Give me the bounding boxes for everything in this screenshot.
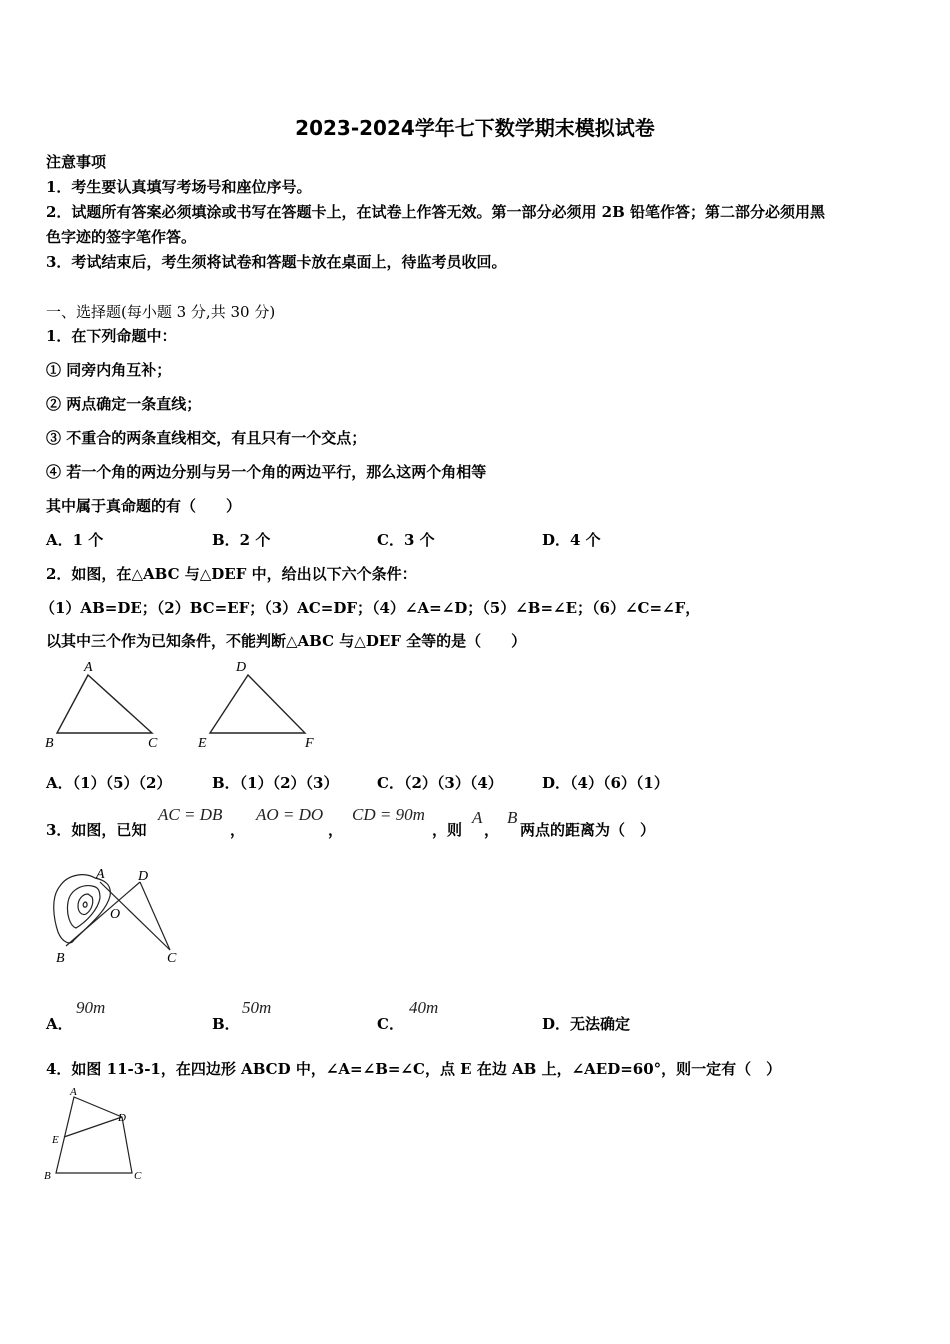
label-d: D — [138, 869, 149, 884]
q3-comma-2: ， — [328, 821, 344, 839]
q1-statement-1: ① 同旁内角互补； — [46, 361, 172, 379]
q3-option-d: D．无法确定 — [542, 1015, 631, 1033]
triangle-def — [210, 675, 305, 733]
q2-option-a: A．（1）（5）（2） — [46, 774, 172, 792]
label-o: O — [110, 907, 121, 922]
q2-option-d: D．（4）（6）（1） — [542, 774, 669, 792]
q3-comma-1: ， — [230, 821, 246, 839]
q3-option-a-label: A． — [46, 1015, 73, 1033]
label-c: C — [167, 951, 177, 966]
label-a: A — [96, 867, 105, 882]
q3-comma-3: ， — [484, 821, 500, 839]
q4-quadrilateral-figure — [40, 1085, 160, 1185]
q4-stem: 4．如图 11-3-1，在四边形 ABCD 中，∠A=∠B=∠C，点 E 在边 AB 上，∠AED=60°，则一定有（ ） — [46, 1060, 782, 1078]
q3-option-b-value: 50m — [242, 998, 272, 1017]
label-f: F — [305, 736, 314, 751]
q1-statement-2: ② 两点确定一条直线； — [46, 395, 202, 413]
q1-option-b: B．2 个 — [212, 531, 271, 549]
q2-conditions: （1）AB=DE；（2）BC=EF；（3）AC=DF；（4）∠A=∠D；（5）∠B=∠E；（6）∠C=∠F， — [40, 599, 701, 617]
q3-option-c-value: 40m — [409, 998, 439, 1017]
q3-then: ，则 — [432, 821, 463, 839]
label-b: B — [45, 736, 54, 751]
q1-statement-3: ③ 不重合的两条直线相交，有且只有一个交点； — [46, 429, 367, 447]
q3-option-a-value: 90m — [76, 998, 106, 1017]
q1-ask: 其中属于真命题的有（ ） — [46, 497, 242, 515]
label-d: D — [118, 1112, 126, 1124]
q1-option-a: A．1 个 — [46, 531, 104, 549]
label-c: C — [148, 736, 158, 751]
q3-suffix: 两点的距离为（ ） — [520, 821, 656, 839]
label-d: D — [236, 660, 247, 675]
notice-line-3: 3．考试结束后，考生须将试卷和答题卡放在桌面上，待监考员收回。 — [46, 253, 507, 271]
q3-math-a: A — [472, 808, 483, 827]
q3-prefix: 3．如图，已知 — [46, 821, 147, 839]
segment-db — [66, 882, 140, 946]
q3-math-b: B — [507, 808, 518, 827]
q3-option-c-label: C． — [377, 1015, 404, 1033]
q3-math-cd: CD = 90m — [352, 805, 425, 824]
q3-math-ao-do: AO = DO — [256, 805, 324, 824]
q2-ask: 以其中三个作为已知条件，不能判断△ABC 与△DEF 全等的是（ ） — [46, 632, 527, 650]
q3-option-b-label: B． — [212, 1015, 240, 1033]
segment-dc — [140, 882, 170, 950]
q3-pond-figure — [40, 860, 200, 970]
q3-math-ac-db: AC = DB — [158, 805, 223, 824]
q2-option-b: B．（1）（2）（3） — [212, 774, 339, 792]
notice-heading: 注意事项 — [46, 153, 107, 171]
q2-option-c: C．（2）（3）（4） — [377, 774, 503, 792]
pond-contour-2 — [78, 894, 93, 915]
notice-line-1: 1．考生要认真填写考场号和座位序号。 — [46, 178, 312, 196]
page-title: 2023-2024学年七下数学期末模拟试卷 — [295, 116, 655, 140]
label-c: C — [134, 1170, 142, 1182]
label-a: A — [84, 660, 93, 675]
label-a: A — [70, 1086, 77, 1098]
q1-stem: 1．在下列命题中： — [46, 327, 177, 345]
q2-stem: 2．如图，在△ABC 与△DEF 中，给出以下六个条件： — [46, 565, 417, 583]
notice-line-2b: 色字迹的签字笔作答。 — [46, 228, 197, 246]
segment-ed — [64, 1117, 122, 1137]
pond-center — [83, 902, 87, 907]
label-b: B — [56, 951, 65, 966]
label-b: B — [44, 1170, 51, 1182]
triangle-abc — [57, 675, 152, 733]
q1-statement-4: ④ 若一个角的两边分别与另一个角的两边平行，那么这两个角相等 — [46, 463, 487, 481]
notice-line-2a: 2．试题所有答案必须填涂或书写在答题卡上，在试卷上作答无效。第一部分必须用 2B 铅笔作答；第二部分必须用黑 — [46, 203, 826, 221]
q1-option-d: D．4 个 — [542, 531, 601, 549]
q1-option-c: C．3 个 — [377, 531, 435, 549]
quadrilateral-abcd — [56, 1097, 132, 1173]
label-e: E — [52, 1134, 59, 1146]
label-e: E — [198, 736, 207, 751]
q2-triangles-figure — [40, 655, 330, 755]
section-heading: 一、选择题(每小题 3 分,共 30 分) — [46, 303, 276, 321]
